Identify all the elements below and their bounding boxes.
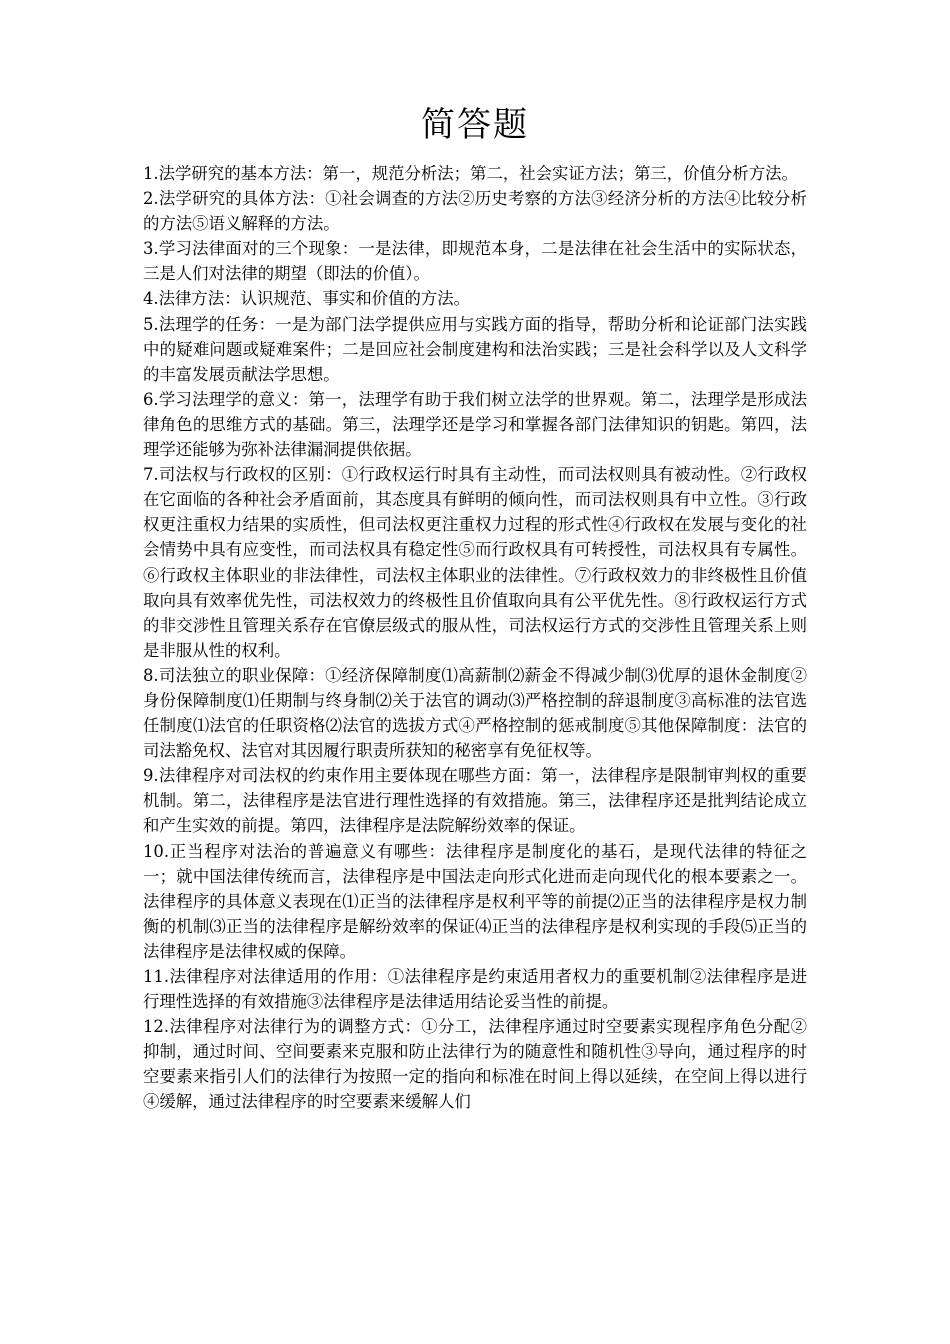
paragraph-5: 5.法理学的任务：一是为部门法学提供应用与实践方面的指导，帮助分析和论证部门法实践中的疑难问题或疑难案件；二是回应社会制度建构和法治实践；三是社会科学以及人文科学的丰富发展贡献法学思想。 <box>143 314 807 384</box>
paragraph-6: 6.学习法理学的意义：第一，法理学有助于我们树立法学的世界观。第二，法理学是形成法律角色的思维方式的基础。第三，法理学还是学习和掌握各部门法律知识的钥匙。第四，法理学还能够为弥补法律漏洞提供依据。 <box>143 389 807 460</box>
paragraph-1: 1.法学研究的基本方法：第一，规范分析法；第二，社会实证方法；第三，价值分析方法。 <box>143 164 798 183</box>
paragraph-12: 12.法律程序对法律行为的调整方式：①分工，法律程序通过时空要素实现程序角色分配②抑制，通过时间、空间要素来克服和防止法律行为的随意性和随机性③导向，通过程序的时空要素来指引人们的法律行为按照一定的指向和标准在时间上得以延续，在空间上得以进行④缓解，通过法律程序的时空要素来缓解人们 <box>143 1017 807 1112</box>
paragraph-8: 8.司法独立的职业保障：①经济保障制度⑴高薪制⑵薪金不得减少制⑶优厚的退休金制度②身份保障制度⑴任期制与终身制⑵关于法官的调动⑶严格控制的辞退制度③高标准的法官选任制度⑴法官的任职资格⑵法官的选拔方式④严格控制的惩戒制度⑤其他保障制度：法官的司法豁免权、法官对其因履行职责所获知的秘密享有免征权等。 <box>143 665 807 761</box>
paragraph-10: 10.正当程序对法治的普遍意义有哪些：法律程序是制度化的基石，是现代法律的特征之一；就中国法律传统而言，法律程序是中国法走向形式化进而走向现代化的根本要素之一。法律程序的具体意义表现在⑴正当的法律程序是权利平等的前提⑵正当的法律程序是权力制衡的机制⑶正当的法律程序是解纷效率的保证⑷正当的法律程序是权利实现的手段⑸正当的法律程序是法律权威的保障。 <box>143 841 807 961</box>
paragraph-11: 11.法律程序对法律适用的作用：①法律程序是约束适用者权力的重要机制②法律程序是进行理性选择的有效措施③法律程序是法律适用结论妥当性的前提。 <box>143 967 807 1012</box>
paragraph-7: 7.司法权与行政权的区别：①行政权运行时具有主动性，而司法权则具有被动性。②行政权在它面临的各种社会矛盾面前，其态度具有鲜明的倾向性，而司法权则具有中立性。③行政权更注重权力结果的实质性，但司法权更注重权力过程的形式性④行政权在发展与变化的社会情势中具有应变性，而司法权具有稳定性⑤而行政权具有可转授性，司法权具有专属性。⑥行政权主体职业的非法律性，司法权主体职业的法律性。⑦行政权效力的非终极性且价值取向具有效率优先性，司法权效力的终极性且价值取向具有公平优先性。⑧行政权运行方式的非交涉性且管理关系存在官僚层级式的服从性，司法权运行方式的交涉性且管理关系上则是非服从性的权利。 <box>143 465 807 660</box>
page-title: 简答题 <box>421 105 529 145</box>
paragraph-9: 9.法律程序对司法权的约束作用主要体现在哪些方面：第一，法律程序是限制审判权的重要机制。第二，法律程序是法官进行理性选择的有效措施。第三，法律程序还是批判结论成立和产生实效的前提。第四，法律程序是法院解纷效率的保证。 <box>143 766 807 836</box>
paragraph-4: 4.法律方法：认识规范、事实和价值的方法。 <box>143 289 471 309</box>
paragraph-3: 3.学习法律面对的三个现象：一是法律，即规范本身，二是法律在社会生活中的实际状态，三是人们对法律的期望（即法的价值）。 <box>143 239 807 284</box>
paragraph-2: 2.法学研究的具体方法：①社会调查的方法②历史考察的方法③经济分析的方法④比较分析的方法⑤语义解释的方法。 <box>143 189 807 234</box>
document-body <box>143 161 807 1115</box>
